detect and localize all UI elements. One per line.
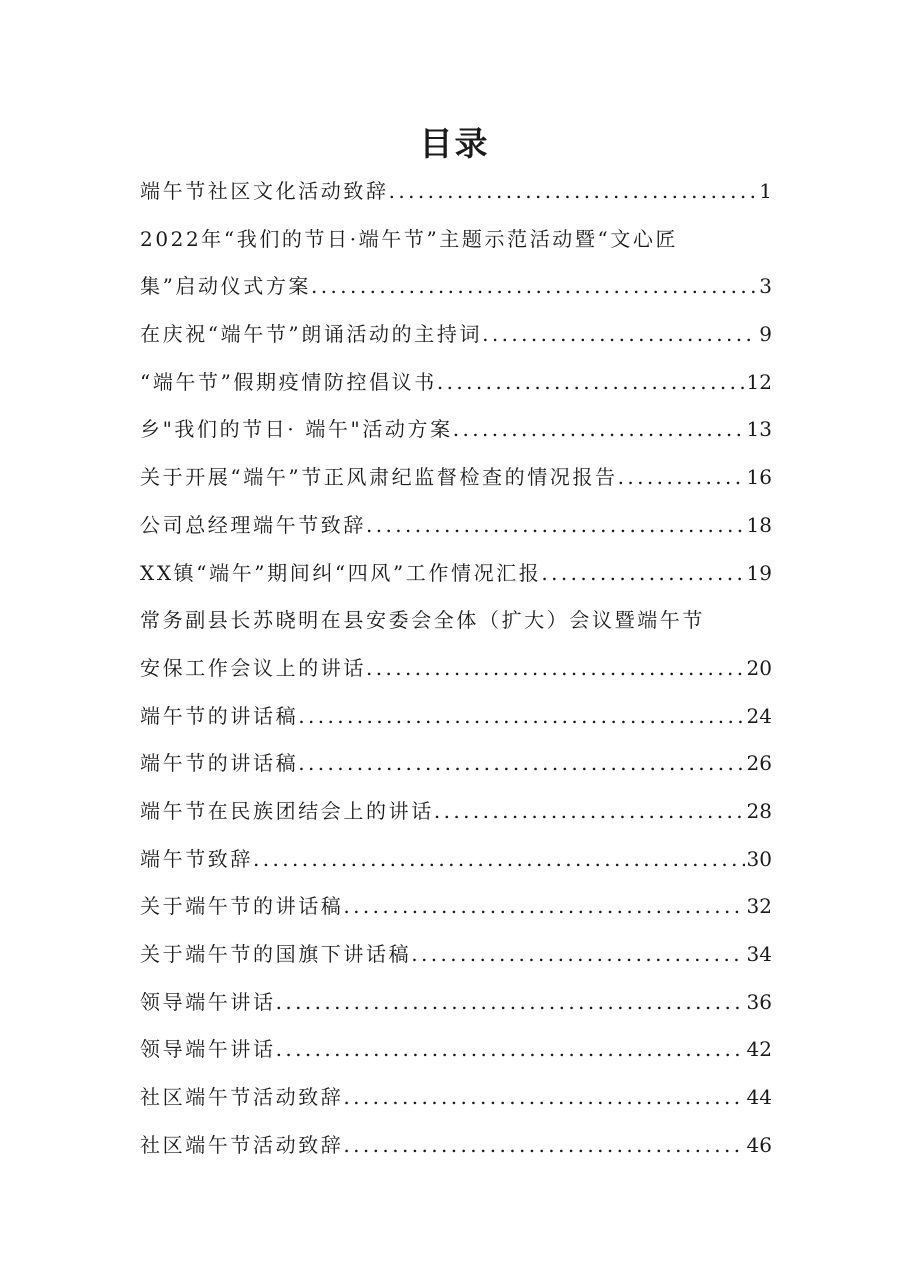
toc-entry-label: 社区端午节活动致辞	[140, 1085, 344, 1110]
toc-entry-label-line1: 2022年“我们的节日·端午节”主题示范活动暨“文心匠	[140, 226, 679, 251]
toc-page-number: 12	[746, 369, 772, 394]
toc-page-number: 46	[746, 1132, 772, 1157]
toc-page-number: 19	[746, 560, 772, 585]
toc-leader-dots	[276, 1026, 745, 1074]
toc-entry[interactable]	[140, 311, 772, 359]
toc-leader-dots	[366, 502, 745, 550]
toc-entry[interactable]	[140, 693, 772, 741]
toc-leader-dots	[453, 406, 745, 454]
toc-leader-dots	[389, 168, 758, 216]
toc-entry[interactable]	[140, 931, 772, 979]
toc-entry[interactable]	[140, 883, 772, 931]
toc-entry-label: 端午节的讲话稿	[140, 703, 299, 728]
toc-entry[interactable]	[140, 597, 772, 692]
toc-entry-label: “端午节”假期疫情防控倡议书	[140, 369, 437, 394]
toc-entry-label: 安保工作会议上的讲话	[140, 655, 366, 680]
toc-page-number: 34	[746, 942, 772, 966]
toc-entry-label: 关于开展“端午”节正风肃纪监督检查的情况报告	[140, 465, 618, 490]
toc-entry[interactable]	[140, 788, 772, 836]
toc-entry-label: 公司总经理端午节致辞	[140, 512, 366, 537]
toc-page-number: 36	[746, 989, 772, 1014]
toc-page-number: 26	[746, 751, 772, 776]
toc-page-number: 28	[746, 798, 772, 823]
toc-leader-dots	[253, 836, 745, 884]
toc-entry-label: 在庆祝“端午节”朗诵活动的主持词	[140, 322, 483, 347]
toc-page-number: 42	[746, 1037, 772, 1062]
toc-leader-dots	[343, 1122, 744, 1170]
toc-entry-label: 乡"我们的节日· 端午"活动方案	[140, 417, 453, 442]
toc-entry[interactable]	[140, 1074, 772, 1122]
toc-page-number: 24	[746, 703, 772, 728]
toc-entry[interactable]	[140, 454, 772, 502]
toc-page-number: 9	[759, 322, 772, 347]
toc-leader-dots	[411, 931, 744, 979]
toc-entry-label: 端午节社区文化活动致辞	[140, 179, 389, 203]
toc-page-number: 30	[746, 846, 772, 871]
toc-page-number: 3	[759, 274, 772, 299]
toc-entry-label: 端午节在民族团结会上的讲话	[140, 798, 434, 823]
toc-leader-dots	[541, 550, 744, 598]
toc-entry[interactable]	[140, 1026, 772, 1074]
toc-entry-label: 社区端午节活动致辞	[140, 1132, 344, 1157]
toc-entry[interactable]	[140, 168, 772, 216]
table-of-contents	[140, 168, 772, 1169]
toc-page-number: 13	[746, 417, 772, 442]
toc-entry[interactable]	[140, 1122, 772, 1170]
toc-entry[interactable]	[140, 502, 772, 550]
toc-leader-dots	[298, 740, 744, 788]
toc-entry[interactable]	[140, 216, 772, 311]
toc-page-number: 18	[746, 512, 772, 537]
toc-entry-label: 集”启动仪式方案	[140, 274, 312, 299]
toc-entry-label: XX镇“端午”期间纠“四风”工作情况汇报	[140, 560, 542, 585]
toc-leader-dots	[437, 359, 745, 407]
toc-entry-label: 领导端午讲话	[140, 1037, 276, 1062]
toc-page-number: 20	[746, 655, 772, 680]
toc-title: 目录	[419, 124, 490, 163]
toc-entry[interactable]	[140, 740, 772, 788]
toc-page-number: 1	[759, 179, 772, 203]
toc-entry[interactable]	[140, 979, 772, 1027]
toc-leader-dots	[311, 263, 757, 311]
toc-leader-dots	[618, 454, 745, 502]
toc-leader-dots	[298, 693, 744, 741]
toc-entry-label-line1: 常务副县长苏晓明在县安委会全体（扩大）会议暨端午节	[140, 608, 705, 633]
toc-entry[interactable]	[140, 359, 772, 407]
toc-entry-label: 端午节的讲话稿	[140, 751, 299, 776]
toc-leader-dots	[343, 883, 744, 931]
toc-entry[interactable]	[140, 836, 772, 884]
toc-entry[interactable]	[140, 550, 772, 598]
toc-leader-dots	[482, 311, 757, 359]
toc-leader-dots	[276, 979, 745, 1027]
toc-page-number: 16	[746, 465, 772, 490]
toc-page-number: 32	[746, 894, 772, 919]
toc-entry-label: 关于端午节的国旗下讲话稿	[140, 942, 412, 966]
toc-entry-label: 关于端午节的讲话稿	[140, 894, 344, 919]
toc-entry-label: 领导端午讲话	[140, 989, 276, 1014]
toc-entry-label: 端午节致辞	[140, 846, 253, 871]
toc-leader-dots	[366, 645, 745, 693]
toc-leader-dots	[434, 788, 745, 836]
toc-entry[interactable]	[140, 406, 772, 454]
toc-leader-dots	[343, 1074, 744, 1122]
toc-page-number: 44	[746, 1085, 772, 1110]
